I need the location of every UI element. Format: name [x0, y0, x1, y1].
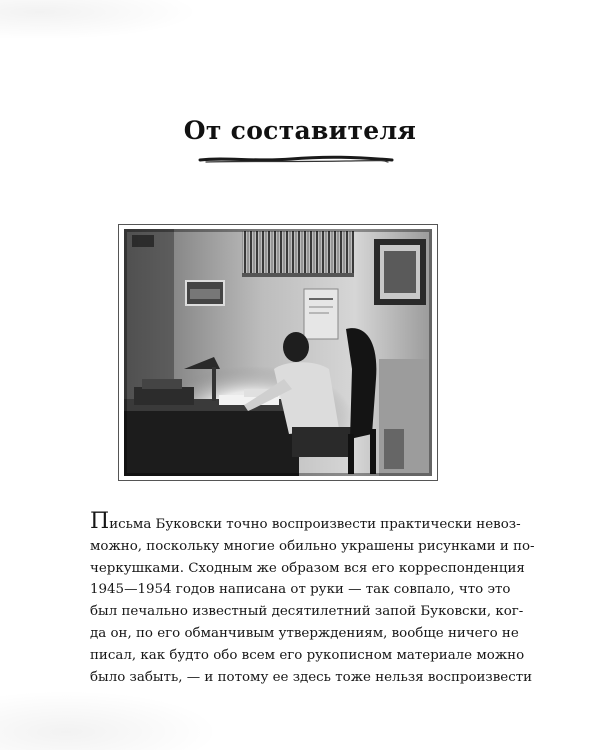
- body-paragraph: [90, 509, 535, 688]
- paragraph-line-4: 1945—1954 годов написана от руки — так совпало, что это: [90, 582, 511, 598]
- paragraph-line-6: да он, по его обманчивым утверждениям, вообще ничего не: [90, 625, 519, 641]
- paragraph-line-7: писал, как будто обо всем его рукописном материале можно: [90, 647, 525, 663]
- paragraph-line-2: можно, поскольку многие обильно украшены рисунками и по-: [90, 538, 535, 554]
- drop-cap-letter: П: [90, 509, 110, 534]
- paragraph-line-1: [90, 509, 521, 536]
- title-underline-decoration: [196, 154, 396, 166]
- paragraph-line-1-text: исьма Буковски точно воспроизвести практически невоз-: [109, 517, 521, 532]
- paragraph-line-5: был печально известный десятилетний запой Буковски, ког-: [90, 604, 524, 620]
- scan-smudge-top: [0, 0, 200, 40]
- photo-frame: [118, 224, 438, 481]
- paragraph-line-3: черкушками. Сходным же образом вся его корреспонденция: [90, 560, 525, 576]
- scan-smudge-bottom: [0, 690, 220, 750]
- page-title: От составителя: [183, 116, 417, 145]
- paragraph-line-8: было забыть, — и потому ее здесь тоже нельзя воспроизвести: [90, 669, 533, 685]
- photograph-writer-at-desk: [124, 229, 432, 476]
